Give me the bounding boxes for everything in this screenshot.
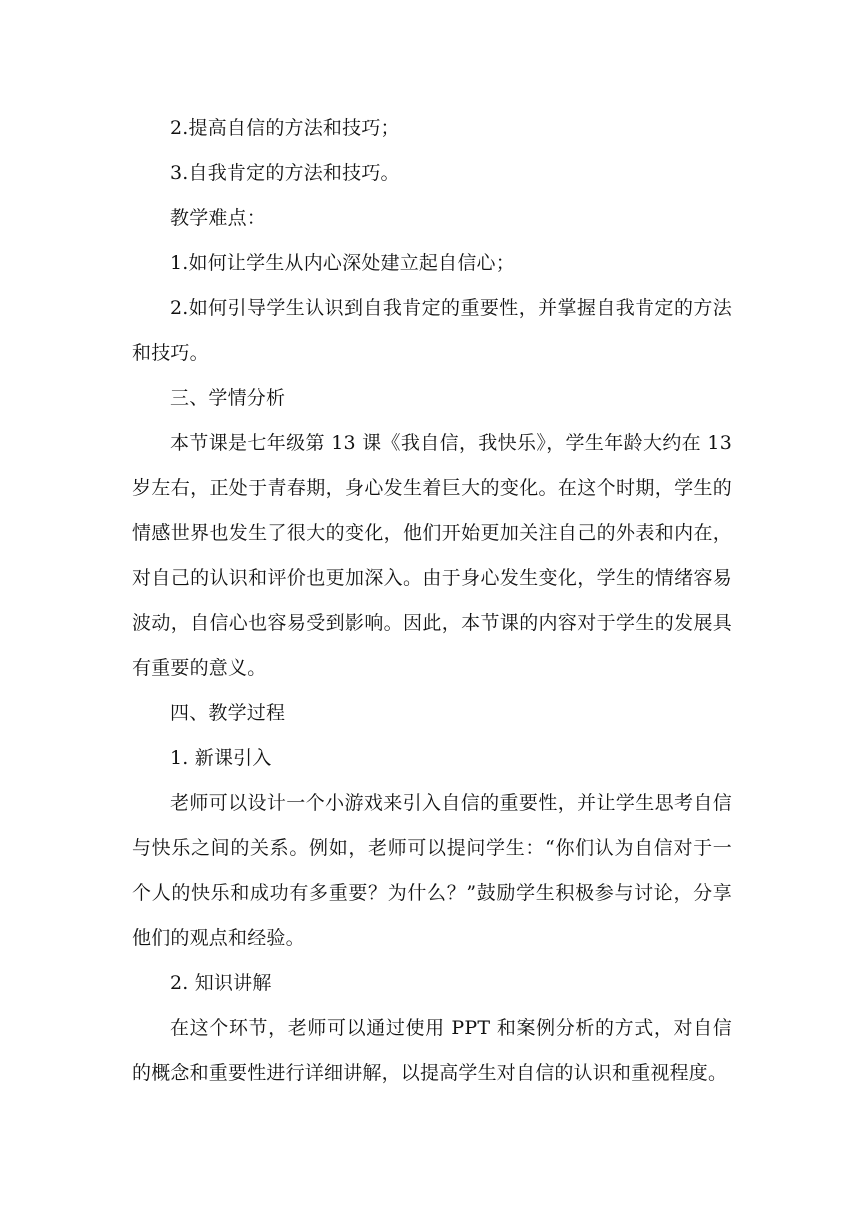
paragraph-knowledge-explanation: 在这个环节，老师可以通过使用 PPT 和案例分析的方式，对自信的概念和重要性进行详细讲解，以提高学生对自信的认识和重视程度。 [132, 1017, 732, 1084]
paragraph-student-analysis: 本节课是七年级第 13 课《我自信，我快乐》，学生年龄大约在 13 岁左右，正处于青春期，身心发生着巨大的变化。在这个时期，学生的情感世界也发生了很大的变化，他们开始更加关注自己的外表和内在，对自己的认识和评价也更加深入。由于身心发生变化，学生的情绪容易波动，自信心也容易受到影响。因此，本节课的内容对于学生的发展具有重要的意义。 [132, 432, 732, 679]
subheading-lesson-intro: 1. 新课引入 [170, 747, 272, 769]
paragraph-lesson-intro: 老师可以设计一个小游戏来引入自信的重要性，并让学生思考自信与快乐之间的关系。例如，老师可以提问学生：“你们认为自信对于一个人的快乐和成功有多重要？为什么？”鼓励学生积极参与讨论，分享他们的观点和经验。 [132, 792, 732, 949]
list-item-improve-confidence: 2.提高自信的方法和技巧； [170, 117, 400, 139]
document-page [132, 106, 732, 1096]
list-item-self-affirmation: 3.自我肯定的方法和技巧。 [170, 162, 400, 184]
section-heading-student-analysis: 三、学情分析 [170, 387, 286, 409]
heading-teaching-difficulties: 教学难点： [170, 207, 267, 229]
section-heading-teaching-process: 四、教学过程 [170, 702, 286, 724]
list-item-difficulty-2: 2.如何引导学生认识到自我肯定的重要性，并掌握自我肯定的方法和技巧。 [132, 297, 732, 364]
list-item-difficulty-1: 1.如何让学生从内心深处建立起自信心； [170, 252, 515, 274]
subheading-knowledge-explanation: 2. 知识讲解 [170, 972, 272, 994]
